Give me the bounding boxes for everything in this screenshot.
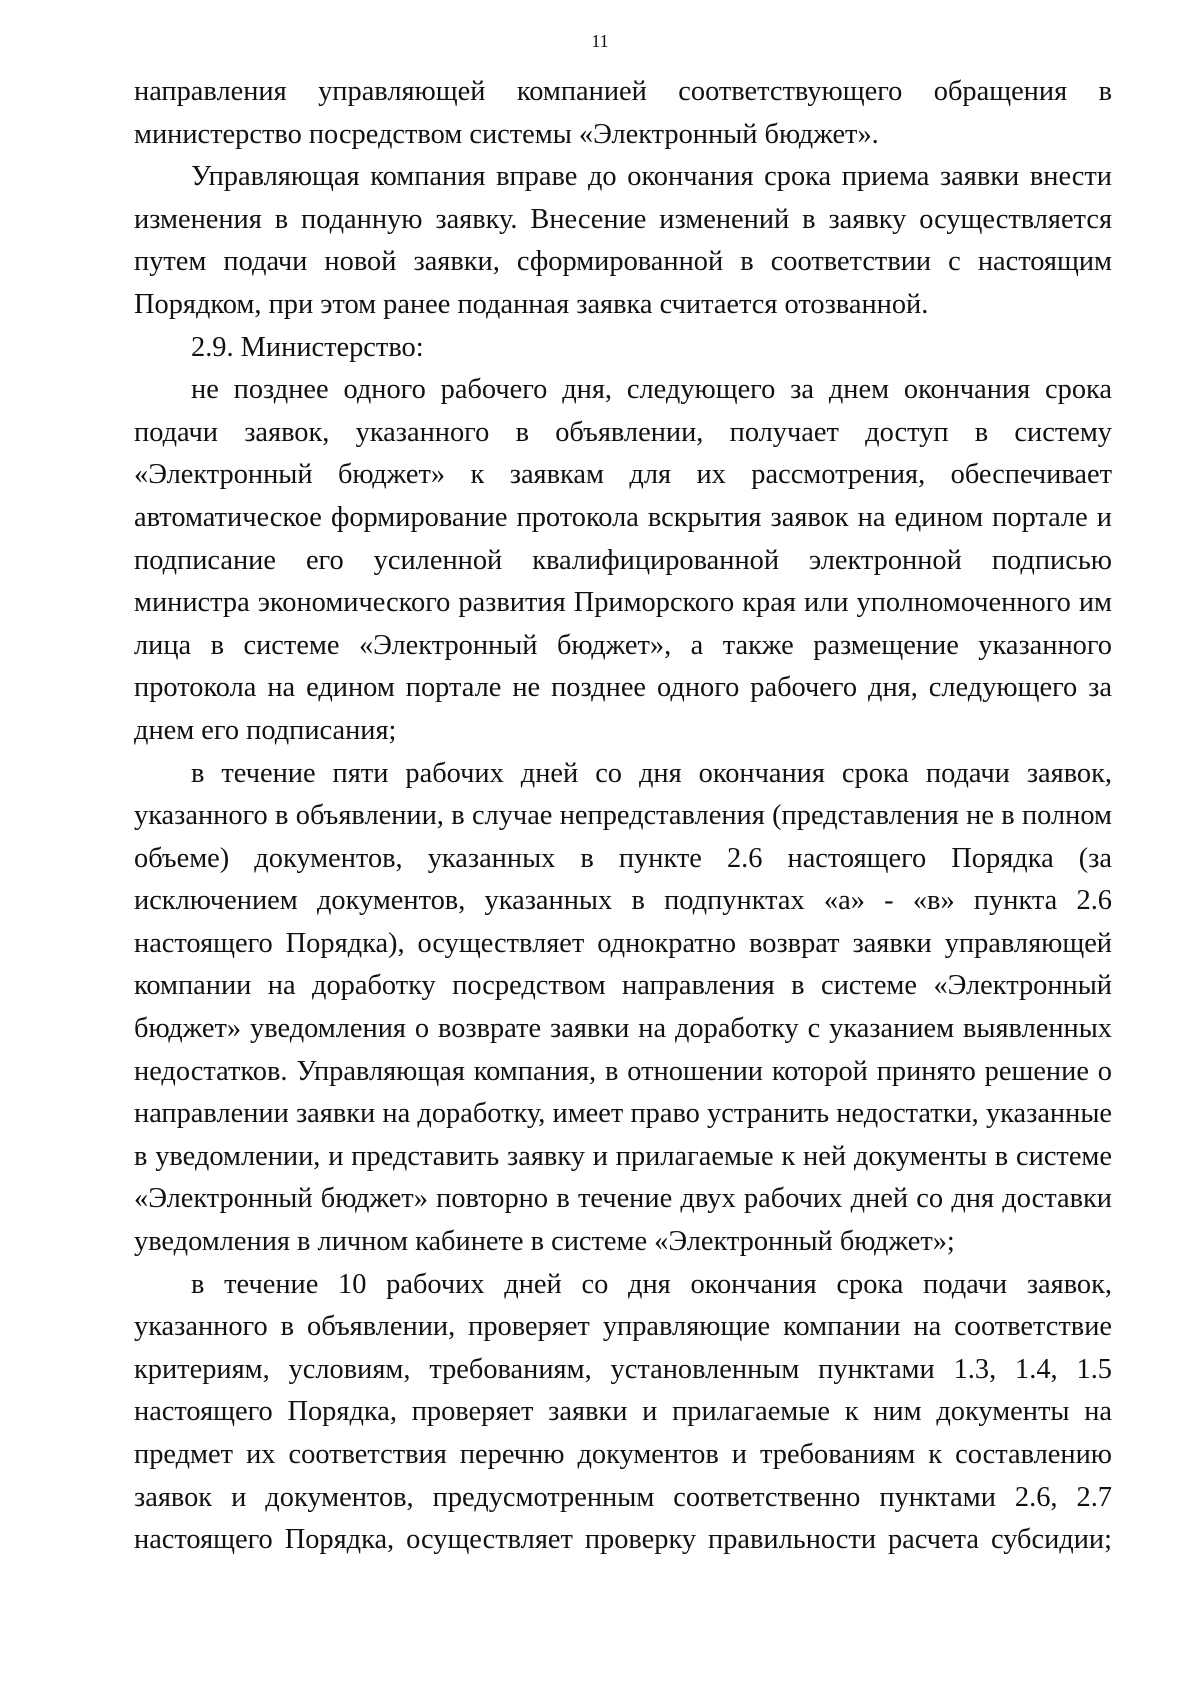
paragraph-return: в течение пяти рабочих дней со дня окончания срока подачи заявок, указанного в объявлении, в случае непредставления (представления не в полном объеме) документов, указанных в пункте 2.6 настоящего Порядка (за исключением документов, указанных в подпунктах «а» - «в» пункта 2.6 настоящего Порядка), осуществляет однократно возврат заявки управляющей компании на доработку посредством направления в системе «Электронный бюджет» уведомления о возврате заявки на доработку с указанием выявленных недостатков. Управляющая компания, в отношении которой принято решение о направлении заявки на доработку, имеет право устранить недостатки, указанные в уведомлении, и представить заявку и прилагаемые к ней документы в системе «Электронный бюджет» повторно в течение двух рабочих дней со дня доставки уведомления в личном кабинете в системе «Электронный бюджет»; xyxy=(134,757,1112,1258)
document-body xyxy=(134,71,1112,1562)
page-number: 11 xyxy=(591,31,609,51)
paragraph-amendment: Управляющая компания вправе до окончания срока приема заявки внести изменения в поданную заявку. Внесение изменений в заявку осуществляется путем подачи новой заявки, сформированной в соответствии с настоящим Порядком, при этом ранее поданная заявка считается отозванной. xyxy=(134,161,1112,320)
paragraph-access: не позднее одного рабочего дня, следующего за днем окончания срока подачи заявок, указанного в объявлении, получает доступ в систему «Электронный бюджет» к заявкам для их рассмотрения, обеспечивает автоматическое формирование протокола вскрытия заявок на едином портале и подписание его усиленной квалифицированной электронной подписью министра экономического развития Приморского края или уполномоченного им лица в системе «Электронный бюджет», а также размещение указанного протокола на едином портале не позднее одного рабочего дня, следующего за днем его подписания; xyxy=(134,374,1112,746)
paragraph-verification: в течение 10 рабочих дней со дня окончания срока подачи заявок, указанного в объявлении, проверяет управляющие компании на соответствие критериям, условиям, требованиям, установленным пунктами 1.3, 1.4, 1.5 настоящего Порядка, проверяет заявки и прилагаемые к ним документы на предмет их соответствия перечню документов и требованиям к составлению заявок и документов, предусмотренным соответственно пунктами 2.6, 2.7 настоящего Порядка, осуществляет проверку правильности расчета субсидии; xyxy=(134,1268,1112,1556)
paragraph-continuation: направления управляющей компанией соответствующего обращения в министерство посредством системы «Электронный бюджет». xyxy=(134,76,1112,150)
section-heading-2-9: 2.9. Министерство: xyxy=(191,331,424,363)
